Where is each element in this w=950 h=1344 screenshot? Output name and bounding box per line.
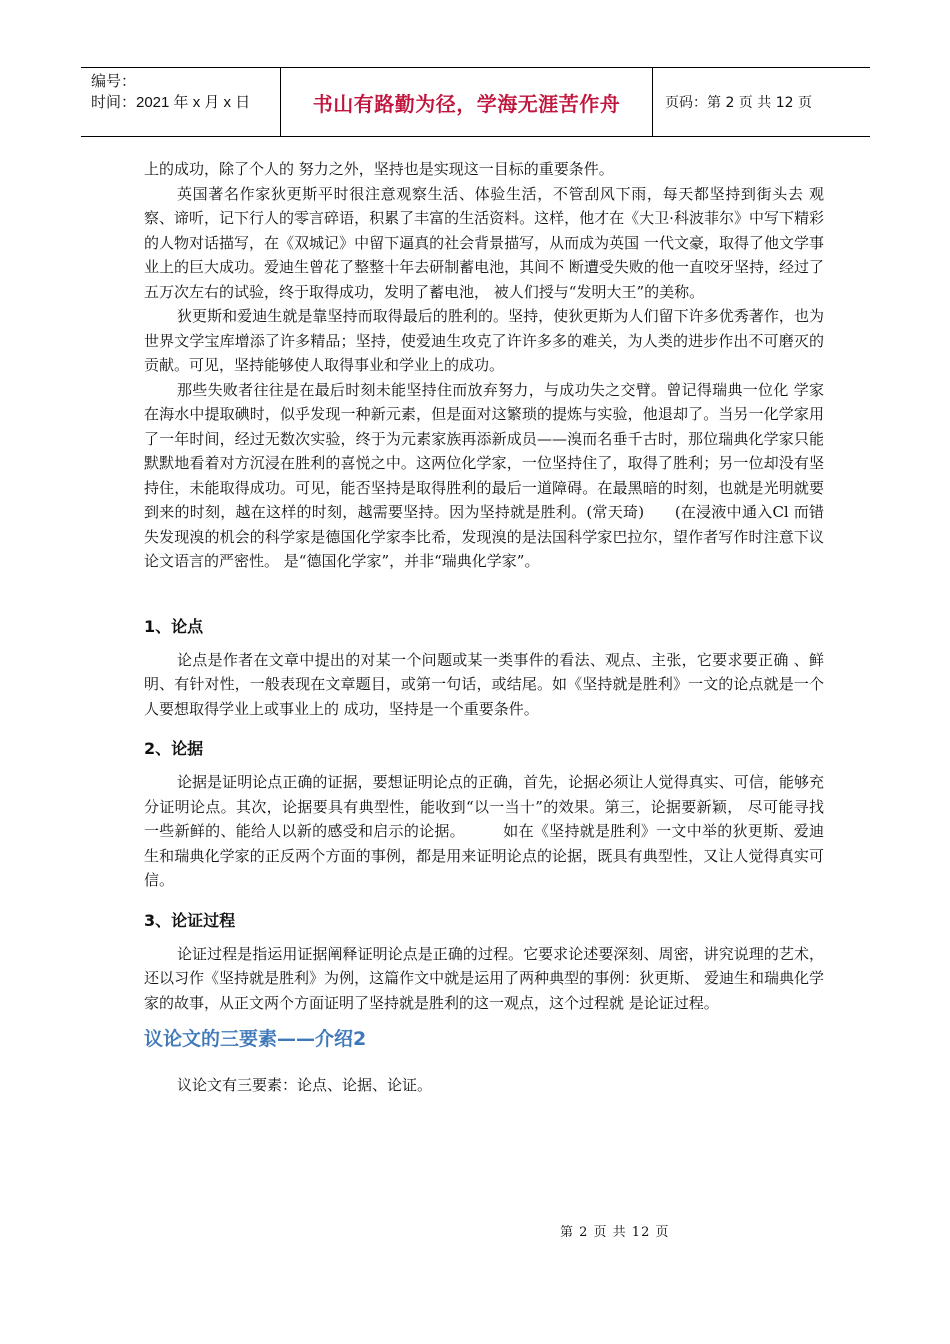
document-body [144,157,824,1098]
doc-number-label: 编号： [91,73,137,90]
header-motto: 书山有路勤为径，学海无涯苦作舟 [281,68,653,136]
section-text-three-elements: 议论文有三要素：论点、论据、论证。 [177,1076,433,1094]
section-heading-argument: 3、论证过程 [144,910,236,930]
paragraph-persistence: 狄更斯和爱迪生就是靠坚持而取得最后的胜利的。坚持，使狄更斯为人们留下许多优秀著作，也为世界文学宝库增添了许多精品；坚持，使爱迪生攻克了许许多多的难关，为人类的进步作出不可磨灭的贡献。可见，坚持能够使人取得事业和学业上的成功。 [144,307,824,374]
section-text-evidence: 论据是证明论点正确的证据，要想证明论点的正确，首先，论据必须让人觉得真实、可信，能够充分证明论点。其次，论据要具有典型性，能收到“以一当十”的效果。第三，论据要新颖， 尽可能寻找一些新鲜的、能给人以新的感受和启示的论据。 如在《坚持就是胜利》一文中举的狄更斯、爱迪生和瑞典化学家的正反两个方面的事例，都是用来证明论点的论据，既具有典型性，又让人觉得真实可信。 [144,773,824,889]
paragraph-continuation: 上的成功，除了个人的 努力之外，坚持也是实现这一目标的重要条件。 [144,160,614,178]
paragraph-chemist: 那些失败者往往是在最后时刻未能坚持住而放弃努力，与成功失之交臂。曾记得瑞典一位化 学家在海水中提取碘时，似乎发现一种新元素，但是面对这繁琐的提炼与实验，他退却了。当另一化学家用了一年时间，经过无数次实验，终于为元素家族再添新成员——溴而名垂千古时，那位瑞典化学家只能默默地看着对方沉浸在胜利的喜悦之中。这两位化学家，一位坚持住了，取得了胜利；另一位却没有坚持住，未能取得成功。可见，能否坚持是取得胜利的最后一道障碍。在最黑暗的时刻，也就是光明就要到来的时刻，越在这样的时刻，越需要坚持。因为坚持就是胜利。(常天琦) (在浸液中通入Cl 而错失发现溴的机会的科学家是德国化学家李比希，发现溴的是法国科学家巴拉尔，望作者写作时注意下议论文语言的严密性。 是“德国化学家”，并非“瑞典化学家”。 [144,380,824,570]
section-text-thesis: 论点是作者在文章中提出的对某一个问题或某一类事件的看法、观点、主张，它要求要正确 、鲜明、有针对性，一般表现在文章题目，或第一句话，或结尾。如《坚持就是胜利》一文的论点就是一个人要想取得学业上或事业上的 成功，坚持是一个重要条件。 [144,650,824,718]
doc-date: 时间：2021 年 x 月 x 日 [91,94,251,111]
header-page-info: 页码：第 2 页 共 12 页 [665,95,812,111]
section-text-argument: 论证过程是指运用证据阐释证明论点是正确的过程。它要求论述要深刻、周密，讲究说理的艺术，还以习作《坚持就是胜利》为例，这篇作文中就是运用了两种典型的事例：狄更斯、 爱迪生和瑞典化学家的故事，从正文两个方面证明了坚持就是胜利的这一观点，这个过程就 是论证过程。 [144,944,824,1012]
page-footer: 第 2 页 共 12 页 [560,1225,670,1240]
header-meta [81,68,281,136]
section-heading-evidence: 2、论据 [144,739,204,758]
paragraph-dickens-edison: 英国著名作家狄更斯平时很注意观察生活、体验生活，不管刮风下雨，每天都坚持到街头去 观察、谛听，记下行人的零言碎语，积累了丰富的生活资料。这样，他才在《大卫·科波菲尔》中写下精彩的人物对话描写，在《双城记》中留下逼真的社会背景描写，从而成为英国 一代文豪，取得了他文学事业上的巨大成功。爱迪生曾花了整整十年去研制蓄电池，其间不 断遭受失败的他一直咬牙坚持，经过了五万次左右的试验，终于取得成功，发明了蓄电池， 被人们授与“发明大王”的美称。 [144,184,824,301]
page-header [81,67,870,137]
section-heading-thesis: 1、论点 [144,616,204,636]
section-heading-three-elements: 议论文的三要素——介绍2 [144,1028,367,1050]
